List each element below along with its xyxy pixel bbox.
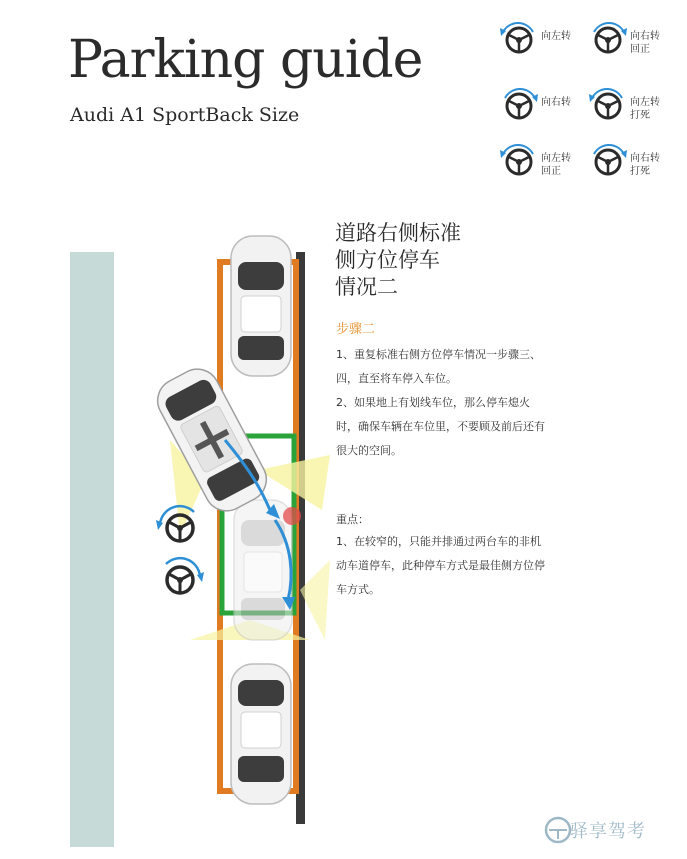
steering-wheel-icon	[497, 134, 541, 182]
parked-car-front	[231, 236, 291, 376]
legend-label: 向左转 回正	[541, 153, 571, 177]
steering-wheel-icon	[586, 134, 630, 182]
key-point-1: 1、在较窄的，只能并排通过两台车的非机动车道停车，此种停车方式是最佳侧方位停车方式。	[336, 535, 545, 596]
watermark-logo	[546, 818, 570, 842]
legend-label: 向左转	[541, 31, 571, 42]
step-paragraph-1: 1、重复标准右侧方位停车情况一步骤三、四，直至将车停入车位。	[336, 348, 541, 385]
legend-item	[497, 78, 587, 128]
step-paragraph-2: 2、如果地上有划线车位，那么停车熄火时，确保车辆在车位里，不要顾及前后还有很大的空间。	[336, 396, 545, 457]
legend-item	[497, 12, 587, 62]
legend-item	[586, 12, 676, 62]
step-title: 步骤二	[336, 322, 376, 337]
heading-line: 道路右侧标准	[335, 221, 461, 245]
legend-item	[586, 78, 676, 128]
legend-label: 向右转 回正	[630, 31, 660, 55]
page-title: Parking guide	[68, 30, 423, 90]
heading-line: 侧方位停车	[335, 248, 440, 272]
page-subtitle: Audi A1 SportBack Size	[70, 104, 300, 126]
steering-wheel-icon	[497, 78, 541, 126]
legend-label: 向右转 打死	[630, 153, 660, 177]
sidewalk-strip	[70, 252, 114, 847]
legend-item	[497, 134, 587, 184]
steering-wheel-icon	[586, 78, 630, 126]
steering-wheel-icon	[586, 12, 630, 60]
ghost-car-final-position	[234, 500, 292, 640]
key-title: 重点：	[336, 513, 369, 526]
legend-item	[586, 134, 676, 184]
maneuvering-car	[150, 361, 274, 518]
parked-car-rear	[231, 664, 291, 804]
legend-label: 向左转 打死	[630, 97, 660, 121]
contact-point-marker	[283, 507, 301, 525]
legend-label: 向右转	[541, 97, 571, 108]
watermark-text: 驿享驾考	[570, 821, 646, 842]
scenario-heading	[335, 220, 461, 301]
steering-wheel-right-full-icon	[166, 558, 204, 593]
heading-line: 情况二	[335, 275, 398, 299]
steering-wheel-icon	[497, 12, 541, 60]
